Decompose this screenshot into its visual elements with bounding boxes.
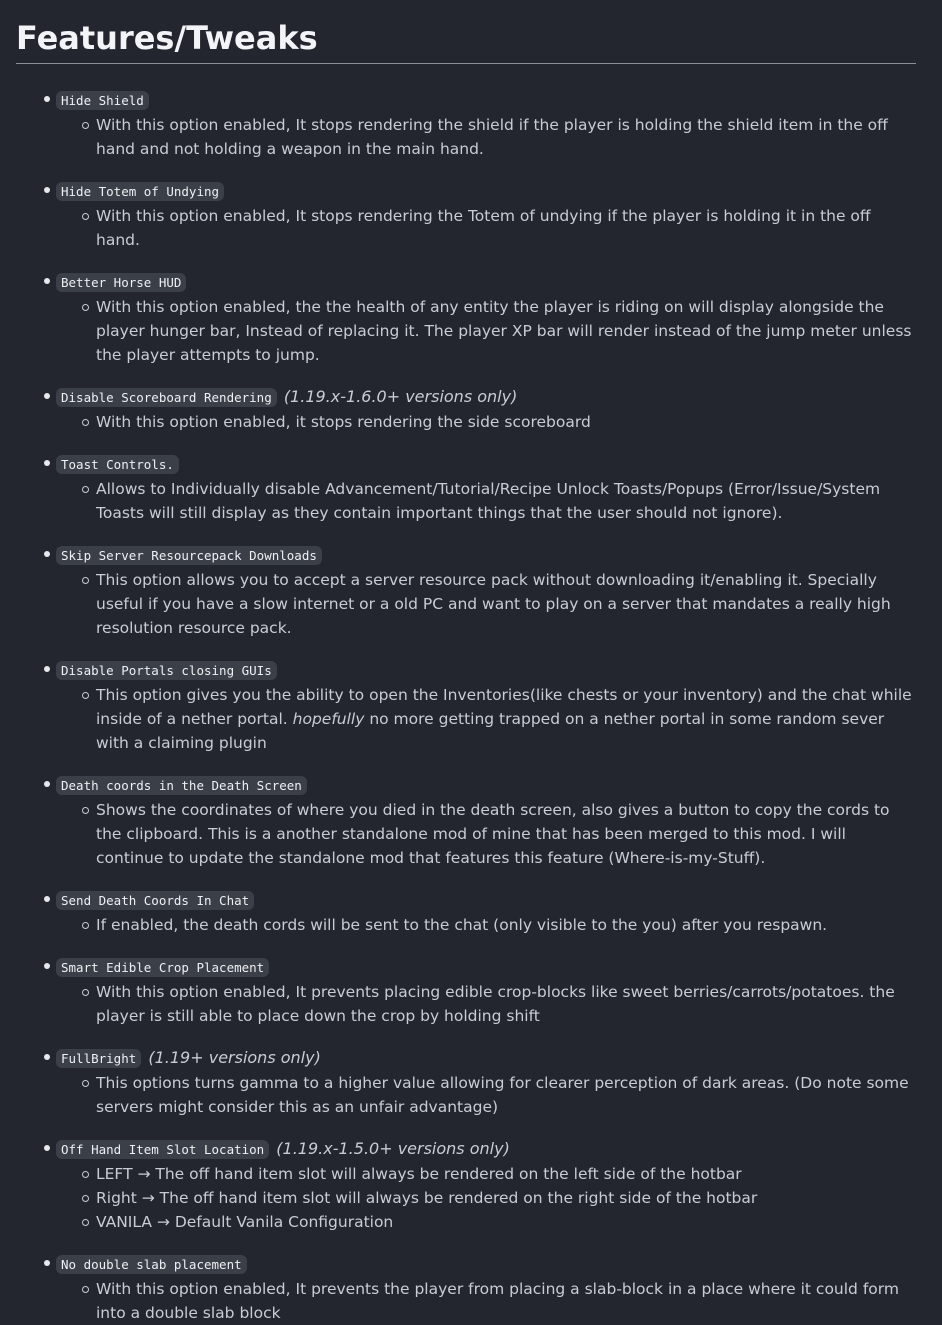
feature-description-list xyxy=(56,1162,916,1234)
feature-heading xyxy=(56,773,916,798)
feature-item xyxy=(16,88,916,161)
feature-description: Allows to Individually disable Advancement/Tutorial/Recipe Unlock Toasts/Popups (Error/Issue/System Toasts will still display as they contain important things that the user should not ignore). xyxy=(56,477,916,525)
feature-heading xyxy=(56,179,916,204)
feature-name-code: Skip Server Resourcepack Downloads xyxy=(56,546,322,565)
feature-item xyxy=(16,1137,916,1234)
feature-item xyxy=(16,658,916,755)
feature-heading xyxy=(56,1252,916,1277)
feature-name-code: Toast Controls. xyxy=(56,455,179,474)
feature-heading xyxy=(56,1046,916,1071)
feature-description-list xyxy=(56,295,916,367)
feature-description: With this option enabled, the the health of any entity the player is riding on will display alongside the player hunger bar, Instead of replacing it. The player XP bar will render instead of the jump meter unless the player attempts to jump. xyxy=(56,295,916,367)
feature-description-list xyxy=(56,980,916,1028)
description-text: no more getting trapped on a nether portal in some random sever with a claiming plugin xyxy=(96,710,885,752)
feature-name-code: Off Hand Item Slot Location xyxy=(56,1140,269,1159)
feature-item xyxy=(16,543,916,640)
version-note: (1.19.x-1.6.0+ versions only) xyxy=(283,387,518,406)
description-emphasis: hopefully xyxy=(292,710,365,728)
feature-description-list xyxy=(56,477,916,525)
feature-description xyxy=(56,683,916,755)
feature-description-list xyxy=(56,1277,916,1325)
feature-heading xyxy=(56,270,916,295)
feature-description: This options turns gamma to a higher value allowing for clearer perception of dark areas. (Do note some servers might consider this as an unfair advantage) xyxy=(56,1071,916,1119)
feature-description-list xyxy=(56,568,916,640)
feature-heading xyxy=(56,452,916,477)
feature-heading xyxy=(56,543,916,568)
description-text: This option gives you the ability to open the Inventories(like chests or your inventory) and the chat while inside of a nether portal. xyxy=(96,686,912,728)
feature-name-code: Disable Scoreboard Rendering xyxy=(56,388,277,407)
feature-description: Right → The off hand item slot will always be rendered on the right side of the hotbar xyxy=(56,1186,916,1210)
feature-name-code: Hide Shield xyxy=(56,91,149,110)
feature-list xyxy=(16,64,916,1325)
feature-heading xyxy=(56,888,916,913)
feature-description-list xyxy=(56,1071,916,1119)
page-title: Features/Tweaks xyxy=(16,13,916,64)
feature-name-code: Send Death Coords In Chat xyxy=(56,891,254,910)
feature-description-list xyxy=(56,798,916,870)
feature-description: This option allows you to accept a server resource pack without downloading it/enabling it. Specially useful if you have a slow internet or a old PC and want to play on a server that mandates a really high resolution resource pack. xyxy=(56,568,916,640)
feature-item xyxy=(16,385,916,434)
feature-description: With this option enabled, It prevents the player from placing a slab-block in a place where it could form into a double slab block xyxy=(56,1277,916,1325)
feature-name-code: No double slab placement xyxy=(56,1255,247,1274)
feature-heading xyxy=(56,385,916,410)
feature-name-code: Better Horse HUD xyxy=(56,273,186,292)
feature-description-list xyxy=(56,113,916,161)
feature-name-code: Smart Edible Crop Placement xyxy=(56,958,269,977)
feature-description: With this option enabled, It prevents placing edible crop-blocks like sweet berries/carrots/potatoes. the player is still able to place down the crop by holding shift xyxy=(56,980,916,1028)
feature-name-code: Disable Portals closing GUIs xyxy=(56,661,277,680)
feature-item xyxy=(16,955,916,1028)
feature-heading xyxy=(56,955,916,980)
feature-description: LEFT → The off hand item slot will always be rendered on the left side of the hotbar xyxy=(56,1162,916,1186)
feature-description-list xyxy=(56,683,916,755)
feature-heading xyxy=(56,88,916,113)
feature-item xyxy=(16,179,916,252)
feature-description: If enabled, the death cords will be sent to the chat (only visible to the you) after you respawn. xyxy=(56,913,916,937)
feature-name-code: Death coords in the Death Screen xyxy=(56,776,307,795)
feature-description: With this option enabled, it stops rendering the side scoreboard xyxy=(56,410,916,434)
feature-description: With this option enabled, It stops rendering the Totem of undying if the player is holding it in the off hand. xyxy=(56,204,916,252)
feature-name-code: FullBright xyxy=(56,1049,141,1068)
feature-name-code: Hide Totem of Undying xyxy=(56,182,224,201)
feature-description-list xyxy=(56,913,916,937)
feature-description-list xyxy=(56,410,916,434)
version-note: (1.19+ versions only) xyxy=(148,1048,321,1067)
feature-description-list xyxy=(56,204,916,252)
feature-heading xyxy=(56,658,916,683)
feature-item xyxy=(16,773,916,870)
feature-description: With this option enabled, It stops rendering the shield if the player is holding the shield item in the off hand and not holding a weapon in the main hand. xyxy=(56,113,916,161)
feature-description: VANILA → Default Vanila Configuration xyxy=(56,1210,916,1234)
feature-description: Shows the coordinates of where you died in the death screen, also gives a button to copy the cords to the clipboard. This is a another standalone mod of mine that has been merged to this mod. I will continue to update the standalone mod that features this feature (Where-is-my-Stuff). xyxy=(56,798,916,870)
feature-item xyxy=(16,888,916,937)
feature-item xyxy=(16,1046,916,1119)
feature-item xyxy=(16,270,916,367)
feature-heading xyxy=(56,1137,916,1162)
feature-item xyxy=(16,1252,916,1325)
version-note: (1.19.x-1.5.0+ versions only) xyxy=(276,1139,510,1158)
feature-item xyxy=(16,452,916,525)
